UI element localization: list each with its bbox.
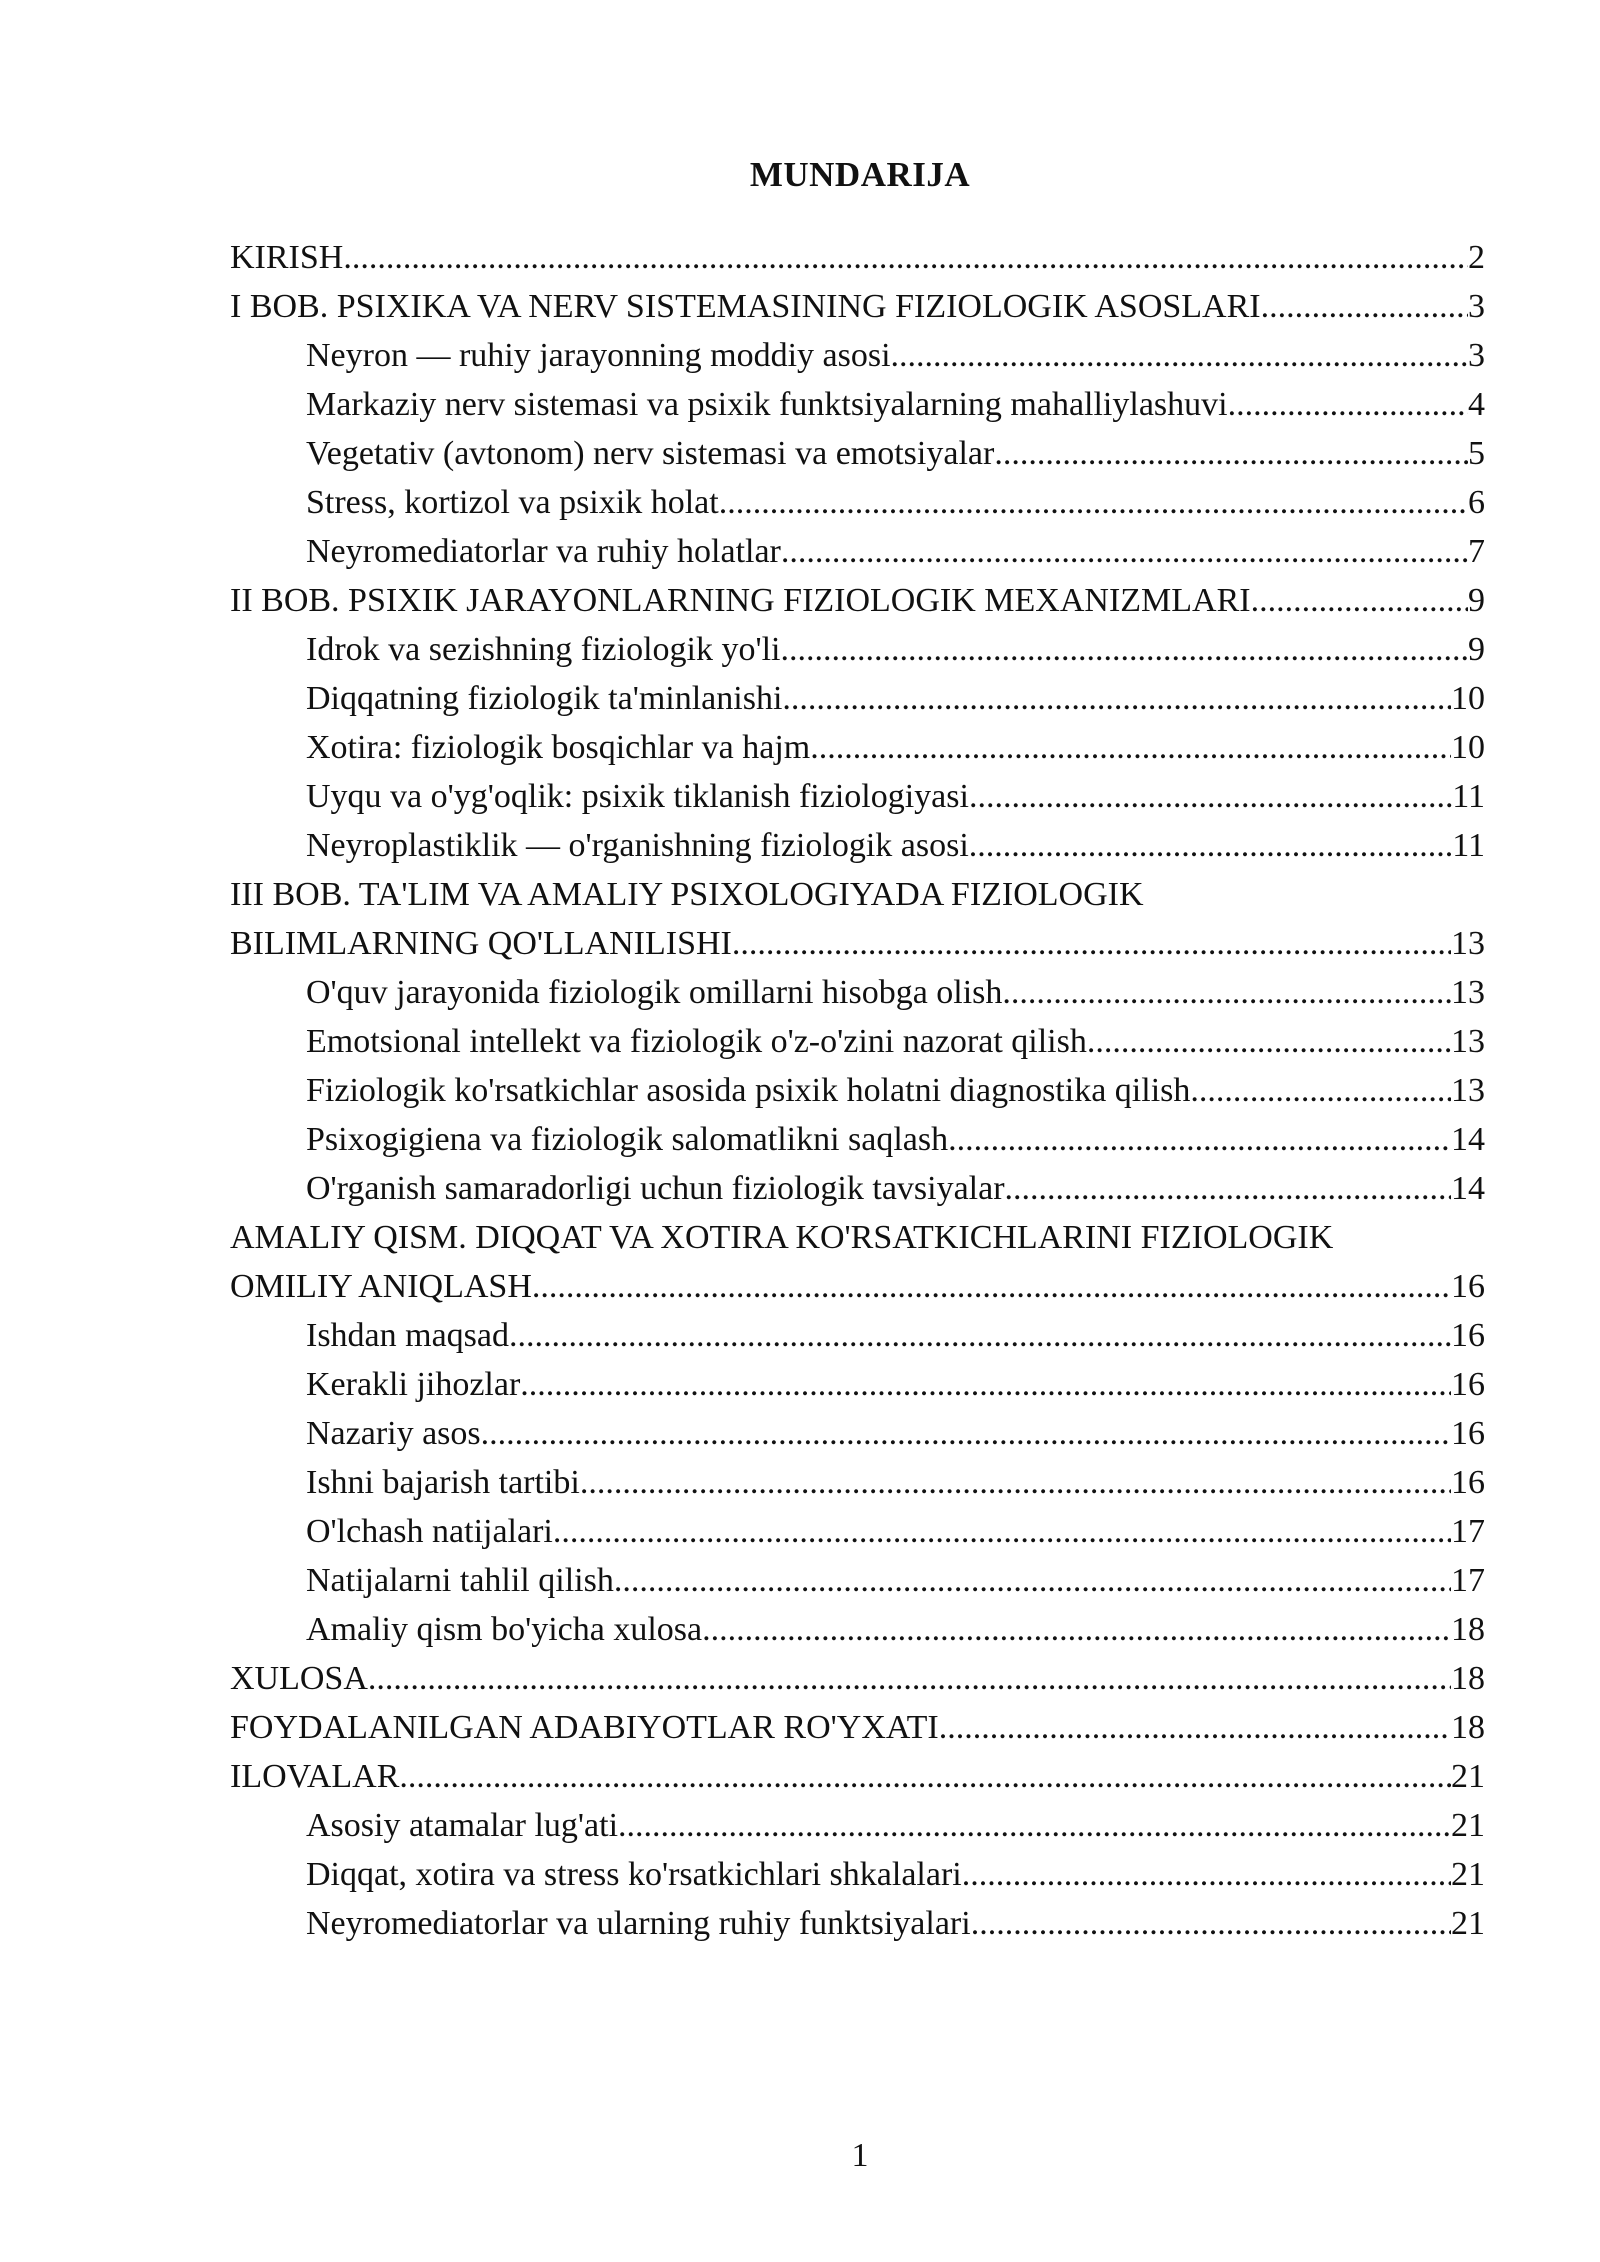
toc-entry-row (230, 1262, 1485, 1311)
toc-entry-title: Neyromediatorlar va ularning ruhiy funktsiyalari (306, 1905, 971, 1942)
toc-entry[interactable] (230, 1703, 1485, 1752)
dot-leader (553, 1507, 1451, 1556)
toc-entry[interactable] (230, 870, 1485, 968)
dot-leader (971, 1899, 1451, 1948)
dot-leader (399, 1752, 1451, 1801)
toc-entry[interactable] (230, 233, 1485, 282)
toc-subentry[interactable] (230, 1507, 1485, 1556)
toc-page-number: 10 (1451, 680, 1485, 717)
toc-entry[interactable] (230, 1654, 1485, 1703)
dot-leader (520, 1360, 1451, 1409)
toc-subentry[interactable] (230, 674, 1485, 723)
toc-page-number: 16 (1451, 1317, 1485, 1354)
toc-entry-title: I BOB. PSIXIKA VA NERV SISTEMASINING FIZIOLOGIK ASOSLARI (230, 288, 1261, 325)
toc-page-number: 14 (1451, 1121, 1485, 1158)
toc-entry-title: Xotira: fiziologik bosqichlar va hajm (306, 729, 811, 766)
dot-leader (948, 1115, 1451, 1164)
dot-leader (939, 1703, 1451, 1752)
toc-entry-title: O'lchash natijalari (306, 1513, 553, 1550)
toc-entry-title: KIRISH (230, 239, 344, 276)
toc-subentry[interactable] (230, 380, 1485, 429)
dot-leader (1261, 282, 1468, 331)
toc-entry[interactable] (230, 576, 1485, 625)
toc-page-number: 13 (1451, 1023, 1485, 1060)
dot-leader (732, 919, 1451, 968)
toc-subentry[interactable] (230, 968, 1485, 1017)
toc-entry-title: ILOVALAR (230, 1758, 400, 1795)
page-number: 1 (851, 2137, 869, 2174)
toc-page-number: 16 (1451, 1464, 1485, 1501)
toc-subentry[interactable] (230, 1801, 1485, 1850)
toc-page-number: 10 (1451, 729, 1485, 766)
dot-leader (781, 527, 1468, 576)
dot-leader (702, 1605, 1451, 1654)
toc-entry-title: Psixogigiena va fiziologik salomatlikni saqlash (306, 1121, 949, 1158)
toc-page-number: 16 (1451, 1268, 1485, 1305)
toc-subentry[interactable] (230, 772, 1485, 821)
toc-page-number: 21 (1451, 1758, 1485, 1795)
toc-entry-title: Ishni bajarish tartibi (306, 1464, 580, 1501)
toc-entry-title: O'rganish samaradorligi uchun fiziologik tavsiyalar (306, 1170, 1005, 1207)
toc-page-number: 13 (1451, 1072, 1485, 1109)
toc-entry-title: OMILIY ANIQLASH (230, 1268, 532, 1305)
dot-leader (962, 1850, 1451, 1899)
toc-page-number: 16 (1451, 1366, 1485, 1403)
toc-entry-title: Diqqatning fiziologik ta'minlanishi (306, 680, 783, 717)
toc-entry-title: Ishdan maqsad (306, 1317, 510, 1354)
toc-entry-title: XULOSA (230, 1660, 368, 1697)
toc-entry-title: Asosiy atamalar lug'ati (306, 1807, 619, 1844)
toc-entry-row (230, 919, 1485, 968)
dot-leader (532, 1262, 1451, 1311)
toc-page-number: 7 (1468, 533, 1485, 570)
dot-leader (1087, 1017, 1451, 1066)
toc-page-number: 5 (1468, 435, 1485, 472)
toc-page-number: 18 (1451, 1611, 1485, 1648)
toc-entry-title: Amaliy qism bo'yicha xulosa (306, 1611, 703, 1648)
toc-page-number: 14 (1451, 1170, 1485, 1207)
dot-leader (1190, 1066, 1451, 1115)
toc-page-number: 9 (1468, 582, 1485, 619)
toc-page-number: 21 (1451, 1856, 1485, 1893)
toc-subentry[interactable] (230, 1409, 1485, 1458)
toc-subentry[interactable] (230, 1066, 1485, 1115)
toc-entry[interactable] (230, 1752, 1485, 1801)
dot-leader (368, 1654, 1451, 1703)
toc-subentry[interactable] (230, 1017, 1485, 1066)
toc-entry-title: Neyroplastiklik — o'rganishning fiziologik asosi (306, 827, 969, 864)
toc-entry[interactable] (230, 1213, 1485, 1311)
table-of-contents (230, 233, 1485, 1948)
toc-page-number: 11 (1452, 827, 1485, 864)
toc-subentry[interactable] (230, 1605, 1485, 1654)
toc-entry-title: Neyron — ruhiy jarayonning moddiy asosi (306, 337, 891, 374)
toc-entry-title: Natijalarni tahlil qilish (306, 1562, 614, 1599)
dot-leader (719, 478, 1468, 527)
toc-subentry[interactable] (230, 478, 1485, 527)
dot-leader (810, 723, 1451, 772)
toc-page-number: 18 (1451, 1709, 1485, 1746)
dot-leader (1228, 380, 1468, 429)
toc-page-number: 9 (1468, 631, 1485, 668)
toc-entry-title: Vegetativ (avtonom) nerv sistemasi va emotsiyalar (306, 435, 995, 472)
toc-title: MUNDARIJA (749, 155, 971, 194)
toc-page-number: 4 (1468, 386, 1485, 423)
toc-entry-title: Fiziologik ko'rsatkichlar asosida psixik holatni diagnostika qilish (306, 1072, 1191, 1109)
toc-entry-title: Idrok va sezishning fiziologik yo'li (306, 631, 781, 668)
toc-entry-title: FOYDALANILGAN ADABIYOTLAR RO'YXATI (230, 1709, 939, 1746)
dot-leader (481, 1409, 1451, 1458)
toc-page-number: 13 (1451, 974, 1485, 1011)
toc-subentry[interactable] (230, 1458, 1485, 1507)
dot-leader (618, 1801, 1451, 1850)
toc-subentry[interactable] (230, 1360, 1485, 1409)
toc-page-number: 16 (1451, 1415, 1485, 1452)
dot-leader (614, 1556, 1451, 1605)
toc-page-number: 21 (1451, 1807, 1485, 1844)
toc-entry-title: BILIMLARNING QO'LLANILISHI (230, 925, 732, 962)
toc-subentry[interactable] (230, 527, 1485, 576)
dot-leader (1002, 968, 1451, 1017)
toc-entry-title: Neyromediatorlar va ruhiy holatlar (306, 533, 781, 570)
toc-page-number: 3 (1468, 288, 1485, 325)
dot-leader (782, 674, 1451, 723)
toc-page-number: 2 (1468, 239, 1485, 276)
dot-leader (891, 331, 1468, 380)
toc-entry-title-line: AMALIY QISM. DIQQAT VA XOTIRA KO'RSATKICHLARINI FIZIOLOGIK (230, 1219, 1334, 1256)
toc-subentry[interactable] (230, 331, 1485, 380)
toc-subentry[interactable] (230, 1556, 1485, 1605)
toc-subentry[interactable] (230, 821, 1485, 870)
toc-subentry[interactable] (230, 1899, 1485, 1948)
toc-entry-title: Kerakli jihozlar (306, 1366, 521, 1403)
toc-entry-title: Nazariy asos (306, 1415, 481, 1452)
toc-subentry[interactable] (230, 723, 1485, 772)
dot-leader (969, 772, 1452, 821)
dot-leader (969, 821, 1452, 870)
toc-entry-title: Stress, kortizol va psixik holat (306, 484, 719, 521)
dot-leader (343, 233, 1468, 282)
toc-page-number: 17 (1451, 1513, 1485, 1550)
toc-subentry[interactable] (230, 1115, 1485, 1164)
dot-leader (1251, 576, 1468, 625)
toc-page-number: 21 (1451, 1905, 1485, 1942)
toc-subentry[interactable] (230, 1164, 1485, 1213)
toc-entry-title-line: III BOB. TA'LIM VA AMALIY PSIXOLOGIYADA FIZIOLOGIK (230, 876, 1144, 913)
toc-entry[interactable] (230, 282, 1485, 331)
dot-leader (509, 1311, 1451, 1360)
dot-leader (994, 429, 1468, 478)
dot-leader (1005, 1164, 1451, 1213)
dot-leader (781, 625, 1469, 674)
toc-entry-title: Diqqat, xotira va stress ko'rsatkichlari shkalalari (306, 1856, 962, 1893)
toc-page-number: 17 (1451, 1562, 1485, 1599)
toc-subentry[interactable] (230, 429, 1485, 478)
toc-entry-title: Uyqu va o'yg'oqlik: psixik tiklanish fiziologiyasi (306, 778, 969, 815)
toc-entry-title: O'quv jarayonida fiziologik omillarni hisobga olish (306, 974, 1003, 1011)
toc-page-number: 6 (1468, 484, 1485, 521)
toc-page-number: 18 (1451, 1660, 1485, 1697)
toc-subentry[interactable] (230, 625, 1485, 674)
toc-subentry[interactable] (230, 1311, 1485, 1360)
toc-page-number: 11 (1452, 778, 1485, 815)
dot-leader (580, 1458, 1451, 1507)
toc-entry-title: Markaziy nerv sistemasi va psixik funktsiyalarning mahalliylashuvi (306, 386, 1228, 423)
toc-entry-title: II BOB. PSIXIK JARAYONLARNING FIZIOLOGIK MEXANIZMLARI (230, 582, 1251, 619)
toc-page-number: 13 (1451, 925, 1485, 962)
toc-page-number: 3 (1468, 337, 1485, 374)
toc-entry-title: Emotsional intellekt va fiziologik o'z-o'zini nazorat qilish (306, 1023, 1087, 1060)
toc-subentry[interactable] (230, 1850, 1485, 1899)
